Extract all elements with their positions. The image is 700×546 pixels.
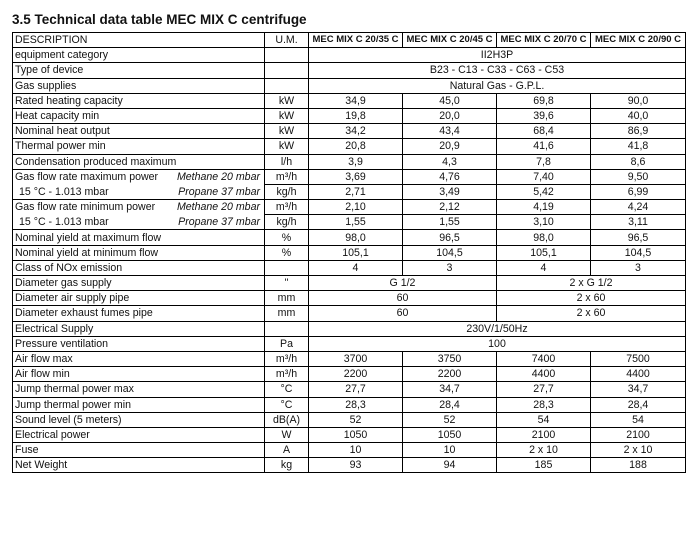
row-label-text: Diameter exhaust fumes pipe (15, 307, 153, 320)
value-cell: 4,76 (403, 169, 497, 184)
row-label (13, 367, 265, 382)
table-row (13, 427, 686, 442)
row-label (13, 154, 265, 169)
unit-cell: m³/h (265, 200, 309, 215)
table-row (13, 154, 686, 169)
unit-cell (265, 78, 309, 93)
value-cell: 1050 (309, 427, 403, 442)
table-row (13, 200, 686, 215)
row-label-text: Pressure ventilation (15, 337, 109, 350)
row-label (13, 382, 265, 397)
unit-cell: l/h (265, 154, 309, 169)
row-label (13, 78, 265, 93)
unit-cell: kg/h (265, 184, 309, 199)
table-row (13, 443, 686, 458)
value-cell: 230V/1/50Hz (309, 321, 686, 336)
value-cell: 2 x G 1/2 (497, 276, 686, 291)
table-row (13, 412, 686, 427)
table-row (13, 108, 686, 123)
value-cell: 10 (403, 443, 497, 458)
value-cell: 4,3 (403, 154, 497, 169)
value-cell: G 1/2 (309, 276, 497, 291)
table-row (13, 367, 686, 382)
value-cell: 39,6 (497, 108, 591, 123)
value-cell: 94 (403, 458, 497, 473)
value-cell: 4 (497, 260, 591, 275)
unit-cell: A (265, 443, 309, 458)
row-label (13, 169, 265, 184)
value-cell: 2,12 (403, 200, 497, 215)
value-cell: 4 (309, 260, 403, 275)
row-label-text: Jump thermal power max (15, 383, 134, 396)
unit-cell: kW (265, 93, 309, 108)
header-row (13, 33, 686, 48)
value-cell: 20,0 (403, 108, 497, 123)
value-cell: 2 x 60 (497, 306, 686, 321)
table-row (13, 48, 686, 63)
value-cell: 5,42 (497, 184, 591, 199)
row-label (13, 321, 265, 336)
value-cell: 93 (309, 458, 403, 473)
table-row (13, 291, 686, 306)
value-cell: 3 (591, 260, 686, 275)
value-cell: 3,10 (497, 215, 591, 230)
value-cell: 6,99 (591, 184, 686, 199)
row-label (13, 48, 265, 63)
value-cell: 27,7 (309, 382, 403, 397)
unit-cell: °C (265, 382, 309, 397)
value-cell: 2 x 10 (497, 443, 591, 458)
row-label-text: Diameter gas supply (15, 277, 112, 290)
unit-cell: m³/h (265, 169, 309, 184)
value-cell: 41,6 (497, 139, 591, 154)
row-label-text: Gas flow rate minimum power (15, 201, 156, 214)
value-cell: 3750 (403, 351, 497, 366)
value-cell: Natural Gas - G.P.L. (309, 78, 686, 93)
row-label (13, 458, 265, 473)
row-label (13, 124, 265, 139)
unit-cell: % (265, 230, 309, 245)
row-label (13, 291, 265, 306)
value-cell: 2200 (309, 367, 403, 382)
table-row (13, 184, 686, 199)
table-row (13, 93, 686, 108)
value-cell: II2H3P (309, 48, 686, 63)
unit-cell (265, 63, 309, 78)
value-cell: 104,5 (403, 245, 497, 260)
unit-cell: dB(A) (265, 412, 309, 427)
value-cell: 7,40 (497, 169, 591, 184)
value-cell: 7500 (591, 351, 686, 366)
model-header: MEC MIX C 20/70 C (497, 33, 591, 48)
row-label-text: Air flow min (15, 368, 70, 381)
row-label-text: equipment category (15, 49, 109, 62)
row-label-text: Class of NOx emission (15, 261, 123, 274)
value-cell: 34,2 (309, 124, 403, 139)
value-cell: 4400 (497, 367, 591, 382)
section-title: 3.5 Technical data table MEC MIX C centrifuge (12, 12, 307, 27)
value-cell: 4,24 (591, 200, 686, 215)
row-label (13, 93, 265, 108)
row-label-text: Jump thermal power min (15, 398, 131, 411)
value-cell: 3 (403, 260, 497, 275)
value-cell: 28,3 (309, 397, 403, 412)
value-cell: 69,8 (497, 93, 591, 108)
unit-cell: mm (265, 306, 309, 321)
value-cell: 19,8 (309, 108, 403, 123)
value-cell: 60 (309, 291, 497, 306)
value-cell: 2100 (591, 427, 686, 442)
unit-cell: Pa (265, 336, 309, 351)
value-cell: 34,7 (403, 382, 497, 397)
value-cell: 7,8 (497, 154, 591, 169)
table-row (13, 245, 686, 260)
technical-data-table (12, 32, 686, 473)
unit-cell: " (265, 276, 309, 291)
value-cell: 3700 (309, 351, 403, 366)
value-cell: 3,49 (403, 184, 497, 199)
table-row (13, 336, 686, 351)
value-cell: 2 x 10 (591, 443, 686, 458)
table-row (13, 78, 686, 93)
value-cell: 52 (403, 412, 497, 427)
unit-cell: °C (265, 397, 309, 412)
row-label-text: Type of device (15, 64, 84, 77)
value-cell: 45,0 (403, 93, 497, 108)
value-cell: 98,0 (309, 230, 403, 245)
value-cell: 34,9 (309, 93, 403, 108)
value-cell: 3,11 (591, 215, 686, 230)
unit-cell (265, 260, 309, 275)
table-row (13, 124, 686, 139)
row-label-text: Nominal yield at maximum flow (15, 231, 162, 244)
unit-cell: m³/h (265, 351, 309, 366)
value-cell: 43,4 (403, 124, 497, 139)
value-cell: 98,0 (497, 230, 591, 245)
unit-cell: kg (265, 458, 309, 473)
unit-cell: m³/h (265, 367, 309, 382)
value-cell: 27,7 (497, 382, 591, 397)
value-cell: 2,10 (309, 200, 403, 215)
description-header: DESCRIPTION (13, 33, 265, 48)
value-cell: 7400 (497, 351, 591, 366)
value-cell: 100 (309, 336, 686, 351)
row-label (13, 184, 265, 199)
value-cell: 188 (591, 458, 686, 473)
value-cell: B23 - C13 - C33 - C63 - C53 (309, 63, 686, 78)
table-row (13, 458, 686, 473)
row-label (13, 351, 265, 366)
table-row (13, 397, 686, 412)
unit-cell: % (265, 245, 309, 260)
value-cell: 104,5 (591, 245, 686, 260)
row-label-text: Fuse (15, 444, 39, 457)
row-label-text: Nominal heat output (15, 125, 110, 138)
row-label (13, 306, 265, 321)
unit-cell (265, 48, 309, 63)
table-row (13, 139, 686, 154)
value-cell: 54 (497, 412, 591, 427)
row-sublabel: Methane 20 mbar (176, 201, 260, 214)
table-row (13, 215, 686, 230)
value-cell: 20,8 (309, 139, 403, 154)
value-cell: 105,1 (309, 245, 403, 260)
row-label-text: Rated heating capacity (15, 94, 123, 107)
row-label (13, 427, 265, 442)
value-cell: 68,4 (497, 124, 591, 139)
row-label (13, 215, 265, 230)
unit-cell: kW (265, 139, 309, 154)
value-cell: 2200 (403, 367, 497, 382)
row-label (13, 260, 265, 275)
row-label (13, 230, 265, 245)
value-cell: 9,50 (591, 169, 686, 184)
unit-cell (265, 321, 309, 336)
value-cell: 10 (309, 443, 403, 458)
value-cell: 4400 (591, 367, 686, 382)
value-cell: 34,7 (591, 382, 686, 397)
unit-cell: mm (265, 291, 309, 306)
value-cell: 105,1 (497, 245, 591, 260)
row-label-text: Sound level (5 meters) (15, 413, 122, 426)
row-label-text: Electrical Supply (15, 322, 94, 335)
value-cell: 1,55 (403, 215, 497, 230)
row-label-text: Nominal yield at minimum flow (15, 246, 159, 259)
value-cell: 41,8 (591, 139, 686, 154)
row-sublabel: Propane 37 mbar (178, 216, 260, 229)
table-row (13, 230, 686, 245)
model-header: MEC MIX C 20/35 C (309, 33, 403, 48)
model-header: MEC MIX C 20/90 C (591, 33, 686, 48)
row-label-text: 15 °C - 1.013 mbar (19, 216, 109, 229)
row-label (13, 336, 265, 351)
value-cell: 3,9 (309, 154, 403, 169)
row-label-text: Gas flow rate maximum power (15, 171, 159, 184)
value-cell: 1,55 (309, 215, 403, 230)
row-label (13, 200, 265, 215)
row-label (13, 63, 265, 78)
um-header: U.M. (265, 33, 309, 48)
table-row (13, 63, 686, 78)
unit-cell: kW (265, 108, 309, 123)
value-cell: 8,6 (591, 154, 686, 169)
value-cell: 40,0 (591, 108, 686, 123)
row-label (13, 139, 265, 154)
row-label (13, 108, 265, 123)
row-label-text: Diameter air supply pipe (15, 292, 130, 305)
unit-cell: kg/h (265, 215, 309, 230)
table-row (13, 321, 686, 336)
value-cell: 28,4 (403, 397, 497, 412)
value-cell: 90,0 (591, 93, 686, 108)
value-cell: 2,71 (309, 184, 403, 199)
value-cell: 96,5 (591, 230, 686, 245)
row-sublabel: Propane 37 mbar (178, 185, 260, 198)
row-sublabel: Methane 20 mbar (176, 171, 260, 184)
row-label (13, 276, 265, 291)
row-label-text: Heat capacity min (15, 110, 100, 123)
row-label-text: Air flow max (15, 353, 73, 366)
table-row (13, 306, 686, 321)
value-cell: 86,9 (591, 124, 686, 139)
value-cell: 28,4 (591, 397, 686, 412)
table-row (13, 382, 686, 397)
value-cell: 2 x 60 (497, 291, 686, 306)
value-cell: 96,5 (403, 230, 497, 245)
value-cell: 28,3 (497, 397, 591, 412)
table-row (13, 260, 686, 275)
row-label-text: Gas supplies (15, 79, 77, 92)
row-label-text: Net Weight (15, 459, 68, 472)
unit-cell: W (265, 427, 309, 442)
row-label-text: Condensation produced maximum (15, 155, 177, 168)
row-label-text: Electrical power (15, 428, 90, 441)
unit-cell: kW (265, 124, 309, 139)
value-cell: 3,69 (309, 169, 403, 184)
value-cell: 52 (309, 412, 403, 427)
row-label (13, 245, 265, 260)
row-label-text: 15 °C - 1.013 mbar (19, 185, 109, 198)
table-row (13, 351, 686, 366)
value-cell: 1050 (403, 427, 497, 442)
row-label (13, 443, 265, 458)
row-label-text: Thermal power min (15, 140, 106, 153)
row-label (13, 397, 265, 412)
model-header: MEC MIX C 20/45 C (403, 33, 497, 48)
value-cell: 185 (497, 458, 591, 473)
table-row (13, 169, 686, 184)
value-cell: 4,19 (497, 200, 591, 215)
table-row (13, 276, 686, 291)
value-cell: 54 (591, 412, 686, 427)
value-cell: 20,9 (403, 139, 497, 154)
row-label (13, 412, 265, 427)
value-cell: 60 (309, 306, 497, 321)
value-cell: 2100 (497, 427, 591, 442)
